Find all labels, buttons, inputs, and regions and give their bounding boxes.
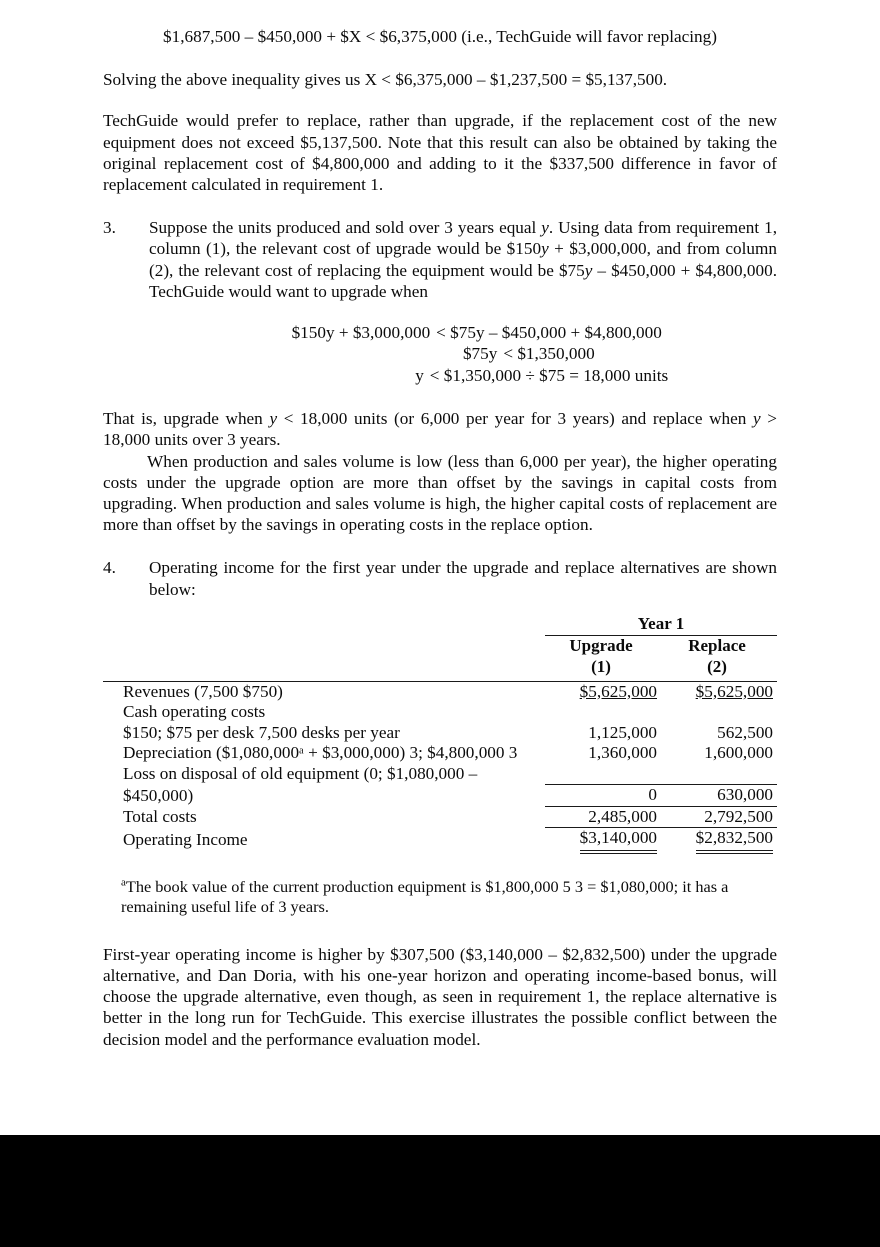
row-label: Loss on disposal of old equipment (0; $1,080,000 –	[123, 764, 478, 784]
equation-block	[103, 322, 777, 386]
inequality-line: $1,687,500 – $450,000 + $X < $6,375,000 (i.e., TechGuide will favor replacing)	[163, 27, 717, 46]
row-value-replace	[661, 764, 777, 785]
req3-var-y3: y	[584, 260, 593, 280]
row-label: $150; $75 per desk 7,500 desks per year	[123, 722, 400, 742]
row-value-upgrade: 2,485,000	[545, 806, 661, 828]
row-label: Operating Income	[123, 830, 248, 850]
footnote-marker: a	[121, 876, 126, 889]
column-number-1: (1)	[591, 657, 611, 677]
req3-seg2: . Using data from requirement 1, column (1), the relevant cost of upgrade would be $150	[149, 218, 777, 259]
thatis-paragraph	[103, 408, 777, 450]
requirement-4-number: 4.	[103, 558, 116, 578]
requirement-4-text: Operating income for the first year under the upgrade and replace alternatives are shown below:	[149, 558, 777, 599]
table-row	[103, 702, 777, 723]
page-bottom-black-bar	[0, 1135, 880, 1247]
column-header-upgrade: Upgrade	[569, 636, 633, 656]
thatis-var-y1: y	[269, 409, 278, 429]
row-value-replace: 630,000	[661, 785, 777, 807]
column-number-2: (2)	[707, 657, 727, 677]
row-value-upgrade: 1,360,000	[588, 743, 657, 763]
group-header-year: Year 1	[545, 614, 777, 636]
equation-row	[103, 365, 777, 386]
table-group-header-row	[103, 614, 777, 636]
equation-rhs: < $1,350,000 ÷ $75 = 18,000 units	[429, 365, 669, 385]
value-text: $5,625,000	[695, 681, 773, 701]
row-value-upgrade	[545, 702, 661, 723]
req3-seg4: – $450,000 + $4,800,000. TechGuide would want to upgrade when	[149, 260, 777, 301]
requirement-3	[103, 217, 777, 302]
equation-row	[103, 322, 777, 343]
row-value-upgrade: 1,125,000	[588, 722, 657, 742]
value-text: $2,832,500	[696, 828, 773, 851]
thatis-seg1: That is, upgrade when	[103, 409, 270, 429]
table-row	[103, 828, 777, 851]
row-value-replace: 1,600,000	[704, 743, 773, 763]
table-row	[103, 785, 777, 807]
footnote-text: The book value of the current production equipment is $1,800,000 5 3 = $1,080,000; it has a remaining useful life of 3 years.	[121, 876, 729, 917]
requirement-3-number: 3.	[103, 218, 116, 238]
solving-paragraph: Solving the above inequality gives us X < $6,375,000 – $1,237,500 = $5,137,500.	[103, 70, 668, 90]
row-value-upgrade	[545, 828, 661, 851]
row-label: Revenues (7,500 $750)	[123, 681, 283, 701]
table-row	[103, 723, 777, 744]
table-row	[103, 743, 777, 764]
row-value-replace: 562,500	[717, 722, 773, 742]
row-value-upgrade: 0	[545, 785, 661, 807]
row-label: Depreciation ($1,080,000ᵃ + $3,000,000) 3; $4,800,000 3	[123, 743, 518, 763]
value-text: $5,625,000	[579, 681, 657, 701]
row-label: Total costs	[123, 807, 197, 827]
table-column-number-row	[103, 657, 777, 678]
requirement-4	[103, 557, 777, 599]
volume-discussion-paragraph: When production and sales volume is low (less than 6,000 per year), the higher operating costs under the upgrade option are more than offset by the savings in capital costs from upgrading. When production and sales volume is high, the higher capital costs of replacement are more than offset by the savings in operating costs in the replace option.	[103, 451, 777, 535]
thatis-seg3: > 18,000 units over 3 years.	[103, 409, 777, 450]
req3-var-y1: y	[541, 218, 549, 238]
row-label: Cash operating costs	[123, 702, 266, 722]
spacer-cell	[103, 636, 545, 657]
table-row	[103, 764, 777, 785]
table-column-header-row	[103, 636, 777, 657]
row-value-upgrade	[545, 764, 661, 785]
table-footnote	[103, 877, 777, 918]
value-text: $3,140,000	[580, 828, 657, 851]
row-value-upgrade	[545, 681, 661, 702]
thatis-var-y2: y	[753, 409, 761, 429]
page-content	[103, 0, 777, 1050]
table-row	[103, 681, 777, 702]
row-label: $450,000)	[123, 785, 194, 805]
equation-row	[103, 343, 777, 364]
table-row	[103, 806, 777, 828]
row-value-replace	[661, 702, 777, 723]
thatis-seg2: < 18,000 units (or 6,000 per year for 3 years) and replace when	[277, 409, 754, 429]
equation-rhs: < $75y – $450,000 + $4,800,000	[436, 323, 662, 343]
spacer-cell	[103, 657, 545, 678]
equation-lhs: $75y	[462, 344, 498, 364]
conclusion-paragraph: First-year operating income is higher by $307,500 ($3,140,000 – $2,832,500) under the upgrade alternative, and Dan Doria, with his one-year horizon and operating income-based bonus, will choose the upgrade alternative, even though, as seen in requirement 1, the replace alternative is better in the long run for TechGuide. This exercise illustrates the possible conflict between the decision model and the performance evaluation model.	[103, 944, 777, 1049]
equation-lhs: $150y + $3,000,000	[291, 323, 431, 343]
req3-seg3: + $3,000,000, and from column (2), the relevant cost of replacing the equipment would be $75	[149, 239, 777, 280]
prefer-replace-paragraph: TechGuide would prefer to replace, rather than upgrade, if the replacement cost of the new equipment does not exceed $5,137,500. Note that this result can also be obtained by taking the original replacement cost of $4,800,000 and adding to it the $337,500 difference in favor of replacement calculated in requirement 1.	[103, 111, 777, 195]
operating-income-table	[103, 614, 777, 851]
row-value-replace: 2,792,500	[661, 806, 777, 828]
equation-rhs: < $1,350,000	[503, 344, 595, 364]
spacer-cell	[103, 614, 545, 636]
req3-var-y2: y	[541, 239, 549, 259]
row-value-replace	[661, 681, 777, 702]
req3-seg1: Suppose the units produced and sold over 3 years equal	[149, 218, 542, 238]
row-value-replace	[661, 828, 777, 851]
requirement-3-text	[149, 217, 777, 302]
equation-lhs: y	[415, 365, 424, 385]
column-header-replace: Replace	[688, 636, 746, 656]
